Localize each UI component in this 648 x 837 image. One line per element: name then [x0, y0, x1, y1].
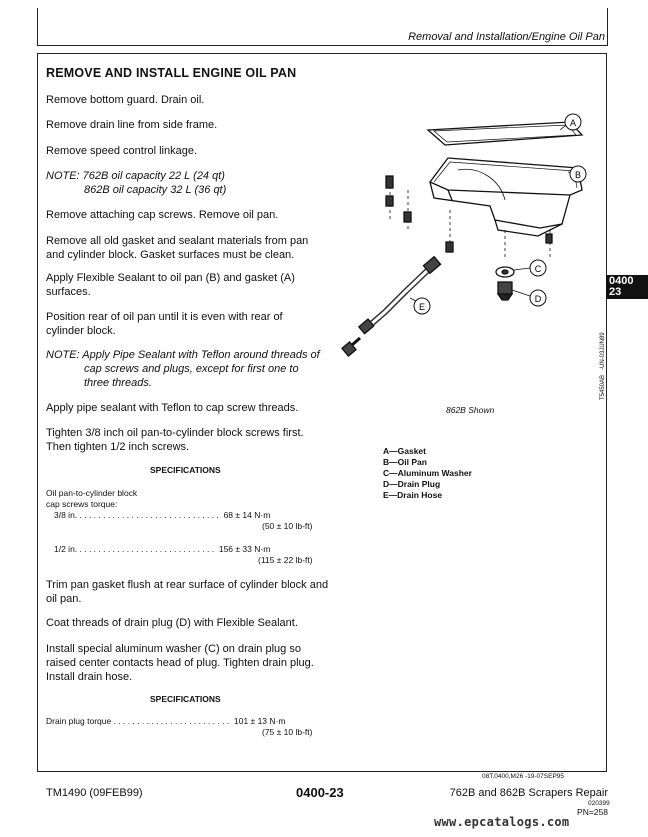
footer-page-number: 0400-23 [296, 785, 344, 800]
oil-pan-illustration [330, 100, 595, 400]
header-rule-bottom [37, 45, 608, 46]
header-rule-right [607, 8, 608, 46]
spec1-row-1b: (50 ± 10 lb-ft) [262, 521, 313, 531]
step-6: Apply Flexible Sealant to oil pan (B) and gasket (A) surfaces. [46, 272, 295, 298]
callout-c-label: C [534, 264, 542, 274]
spec1-row-2: 1/2 in. . . . . . . . . . . . . . . . . . . . . . . . . . . . . . 156 ± 33 N·m [54, 544, 271, 554]
callout-e [414, 298, 430, 314]
step-2: Remove drain line from side frame. [46, 119, 218, 131]
callout-b [570, 166, 586, 182]
spec1-label-2: cap screws torque: [46, 499, 118, 509]
step-7: Position rear of oil pan until it is even with rear of cylinder block. [46, 311, 283, 337]
step-10: Trim pan gasket flush at rear surface of cylinder block and oil pan. [46, 579, 329, 605]
note2-line-1: NOTE: Apply Pipe Sealant with Teflon around threads of [46, 349, 320, 361]
callout-d [530, 290, 546, 306]
legend-item-b: B—Oil Pan [383, 457, 427, 467]
step-9: Tighten 3/8 inch oil pan-to-cylinder block screws first. Then tighten 1/2 inch screws. [46, 427, 304, 453]
legend-item-e: E—Drain Hose [383, 490, 443, 500]
legend-item-a: A—Gasket [383, 446, 426, 456]
step-12: Install special aluminum washer (C) on drain plug so raised center contacts head of plug. Tighten drain plug. Install drain hose. [46, 643, 314, 683]
section-tab-line-2: 23 [609, 286, 622, 298]
step-4: Remove attaching cap screws. Remove oil pan. [46, 209, 279, 221]
spec1-row-1: 3/8 in. . . . . . . . . . . . . . . . . . . . . . . . . . . . . . . 68 ± 14 N·m [54, 510, 271, 520]
note-pipe-sealant [46, 348, 336, 390]
section-tab [606, 275, 648, 299]
figure-caption: 862B Shown [446, 405, 495, 415]
legend-item-c: C—Aluminum Washer [383, 468, 472, 478]
footer-title: 762B and 862B Scrapers Repair [449, 787, 608, 799]
footer-pn: PN=258 [577, 807, 608, 817]
website-watermark[interactable]: www.epcatalogs.com [434, 815, 570, 829]
callout-b-label: B [574, 170, 582, 180]
callout-c [530, 260, 546, 276]
note2-line-2: cap screws and plugs, except for first one to [84, 363, 299, 375]
note-oil-capacity [46, 169, 336, 197]
footer-manual: TM1490 (09FEB99) [46, 787, 143, 799]
step-5: Remove all old gasket and sealant materials from pan and cylinder block. Gasket surfaces must be clean. [46, 235, 309, 261]
specs-heading-2: SPECIFICATIONS [150, 694, 221, 704]
specs-heading-1: SPECIFICATIONS [150, 465, 221, 475]
figure-code-1: -UN-03JUN89 [600, 332, 606, 370]
callout-e-label: E [418, 302, 426, 312]
figure-legend [383, 446, 472, 501]
step-1: Remove bottom guard. Drain oil. [46, 94, 205, 106]
step-8: Apply pipe sealant with Teflon to cap screw threads. [46, 402, 299, 414]
figure-code-2: T5450AB [600, 374, 606, 400]
footer-small-code: 020399 [588, 800, 610, 807]
section-title: REMOVE AND INSTALL ENGINE OIL PAN [46, 66, 297, 80]
callout-a-label: A [569, 118, 577, 128]
legend-item-d: D—Drain Plug [383, 479, 441, 489]
spec1-label-1: Oil pan-to-cylinder block [46, 488, 138, 498]
step-11: Coat threads of drain plug (D) with Flexible Sealant. [46, 617, 298, 629]
section-tab-line-1: 0400 [609, 275, 634, 287]
header-rule-left [37, 8, 38, 46]
spec2-row-1b: (75 ± 10 lb-ft) [262, 727, 313, 737]
spec2-row-1: Drain plug torque . . . . . . . . . . . . . . . . . . . . . . . . . 101 ± 13 N·m [46, 716, 286, 726]
note2-line-3: three threads. [84, 377, 152, 389]
callout-a [565, 114, 581, 130]
note-line-1: NOTE: 762B oil capacity 22 L (24 qt) [46, 170, 225, 182]
note-line-2: 862B oil capacity 32 L (36 qt) [84, 184, 227, 196]
oil-pan-shape [430, 158, 582, 195]
step-3: Remove speed control linkage. [46, 145, 198, 157]
header-title: Removal and Installation/Engine Oil Pan [408, 31, 605, 43]
callout-d-label: D [534, 294, 542, 304]
spec1-row-2b: (115 ± 22 lb-ft) [258, 555, 313, 565]
footer-ref-code: 08T,0400,M26 -19-07SEP95 [482, 773, 565, 780]
